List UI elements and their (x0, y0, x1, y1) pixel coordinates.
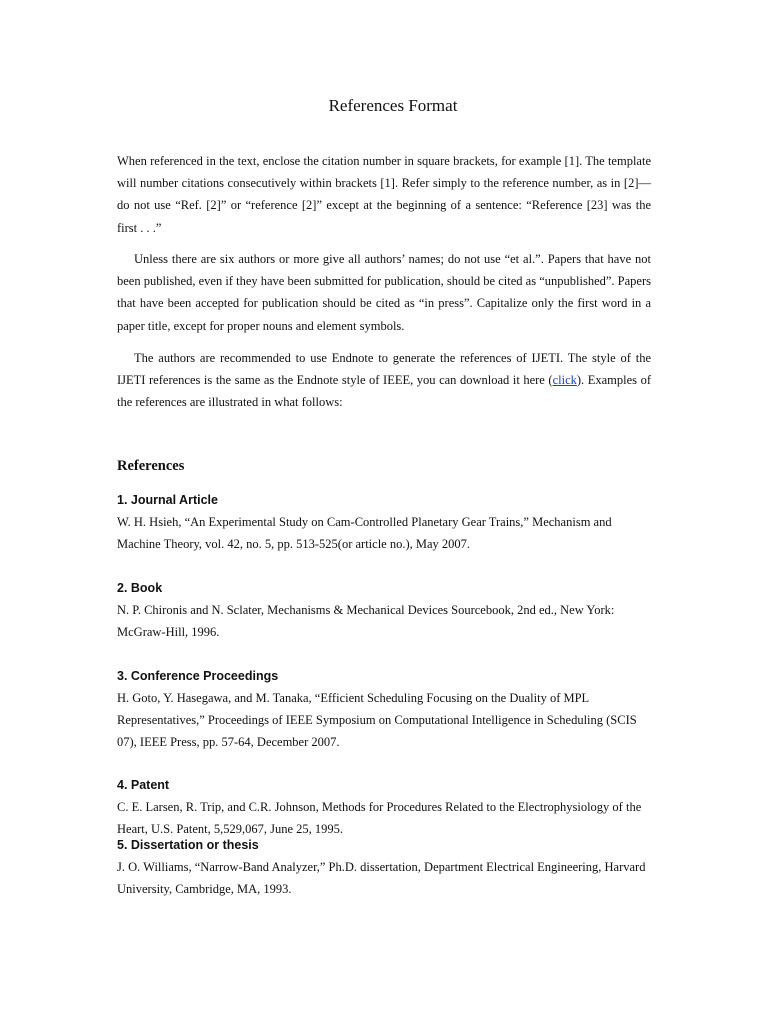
reference-journal-article (117, 489, 651, 555)
paragraph-endnote-before: The authors are recommended to use Endnote to generate the references of IJETI. The style of the IJETI references is the same as the Endnote style of IEEE, you can download it here ( (117, 351, 651, 388)
reference-dissertation (117, 834, 651, 900)
paragraph-citation-rules: When referenced in the text, enclose the citation number in square brackets, for example [1]. The template will number citations consecutively within brackets [1]. Refer simply to the reference number, as in [2]—do not use “Ref. [2]” or “reference [2]” except at the beginning of a sentence: “Reference [23] was the first . . .” (117, 154, 651, 235)
click-link[interactable]: click (552, 373, 577, 388)
reference-patent (117, 774, 651, 840)
paragraph-endnote-after: ). Examples of the references are illustrated in what follows: (117, 373, 651, 410)
reference-book (117, 577, 651, 643)
references-heading: References (117, 458, 185, 474)
reference-heading: 5. Dissertation or thesis (117, 838, 259, 852)
reference-heading: 3. Conference Proceedings (117, 669, 279, 683)
reference-text: J. O. Williams, “Narrow-Band Analyzer,” Ph.D. dissertation, Department Electrical Engineering, Harvard University, Cambridge, MA, 1993. (117, 860, 646, 897)
reference-text: H. Goto, Y. Hasegawa, and M. Tanaka, “Efficient Scheduling Focusing on the Duality of MPL Representatives,” Proceedings of IEEE Symposium on Computational Intelligence in Scheduling (SCIS 07), IEEE Press, pp. 57-64, December 2007. (117, 691, 637, 750)
reference-heading: 4. Patent (117, 778, 170, 792)
reference-text: N. P. Chironis and N. Sclater, Mechanisms & Mechanical Devices Sourcebook, 2nd ed., New York: McGraw-Hill, 1996. (117, 603, 615, 640)
paragraph-author-rules: Unless there are six authors or more give all authors’ names; do not use “et al.”. Papers that have not been published, even if they have been submitted for publication, should be cited as “unpublished”. Papers that have been accepted for publication should be cited as “in press”. Capitalize only the first word in a paper title, except for proper nouns and element symbols. (117, 252, 651, 333)
paragraph-endnote (117, 347, 651, 414)
reference-text: W. H. Hsieh, “An Experimental Study on Cam-Controlled Planetary Gear Trains,” Mechanism and Machine Theory, vol. 42, no. 5, pp. 513-525(or article no.), May 2007. (117, 515, 612, 552)
reference-heading: 1. Journal Article (117, 493, 218, 507)
reference-heading: 2. Book (117, 581, 163, 595)
reference-conference-proceedings (117, 665, 651, 754)
reference-text: C. E. Larsen, R. Trip, and C.R. Johnson, Methods for Procedures Related to the Electrophysiology of the Heart, U.S. Patent, 5,529,067, June 25, 1995. (117, 800, 642, 837)
page-title: References Format (328, 96, 458, 115)
